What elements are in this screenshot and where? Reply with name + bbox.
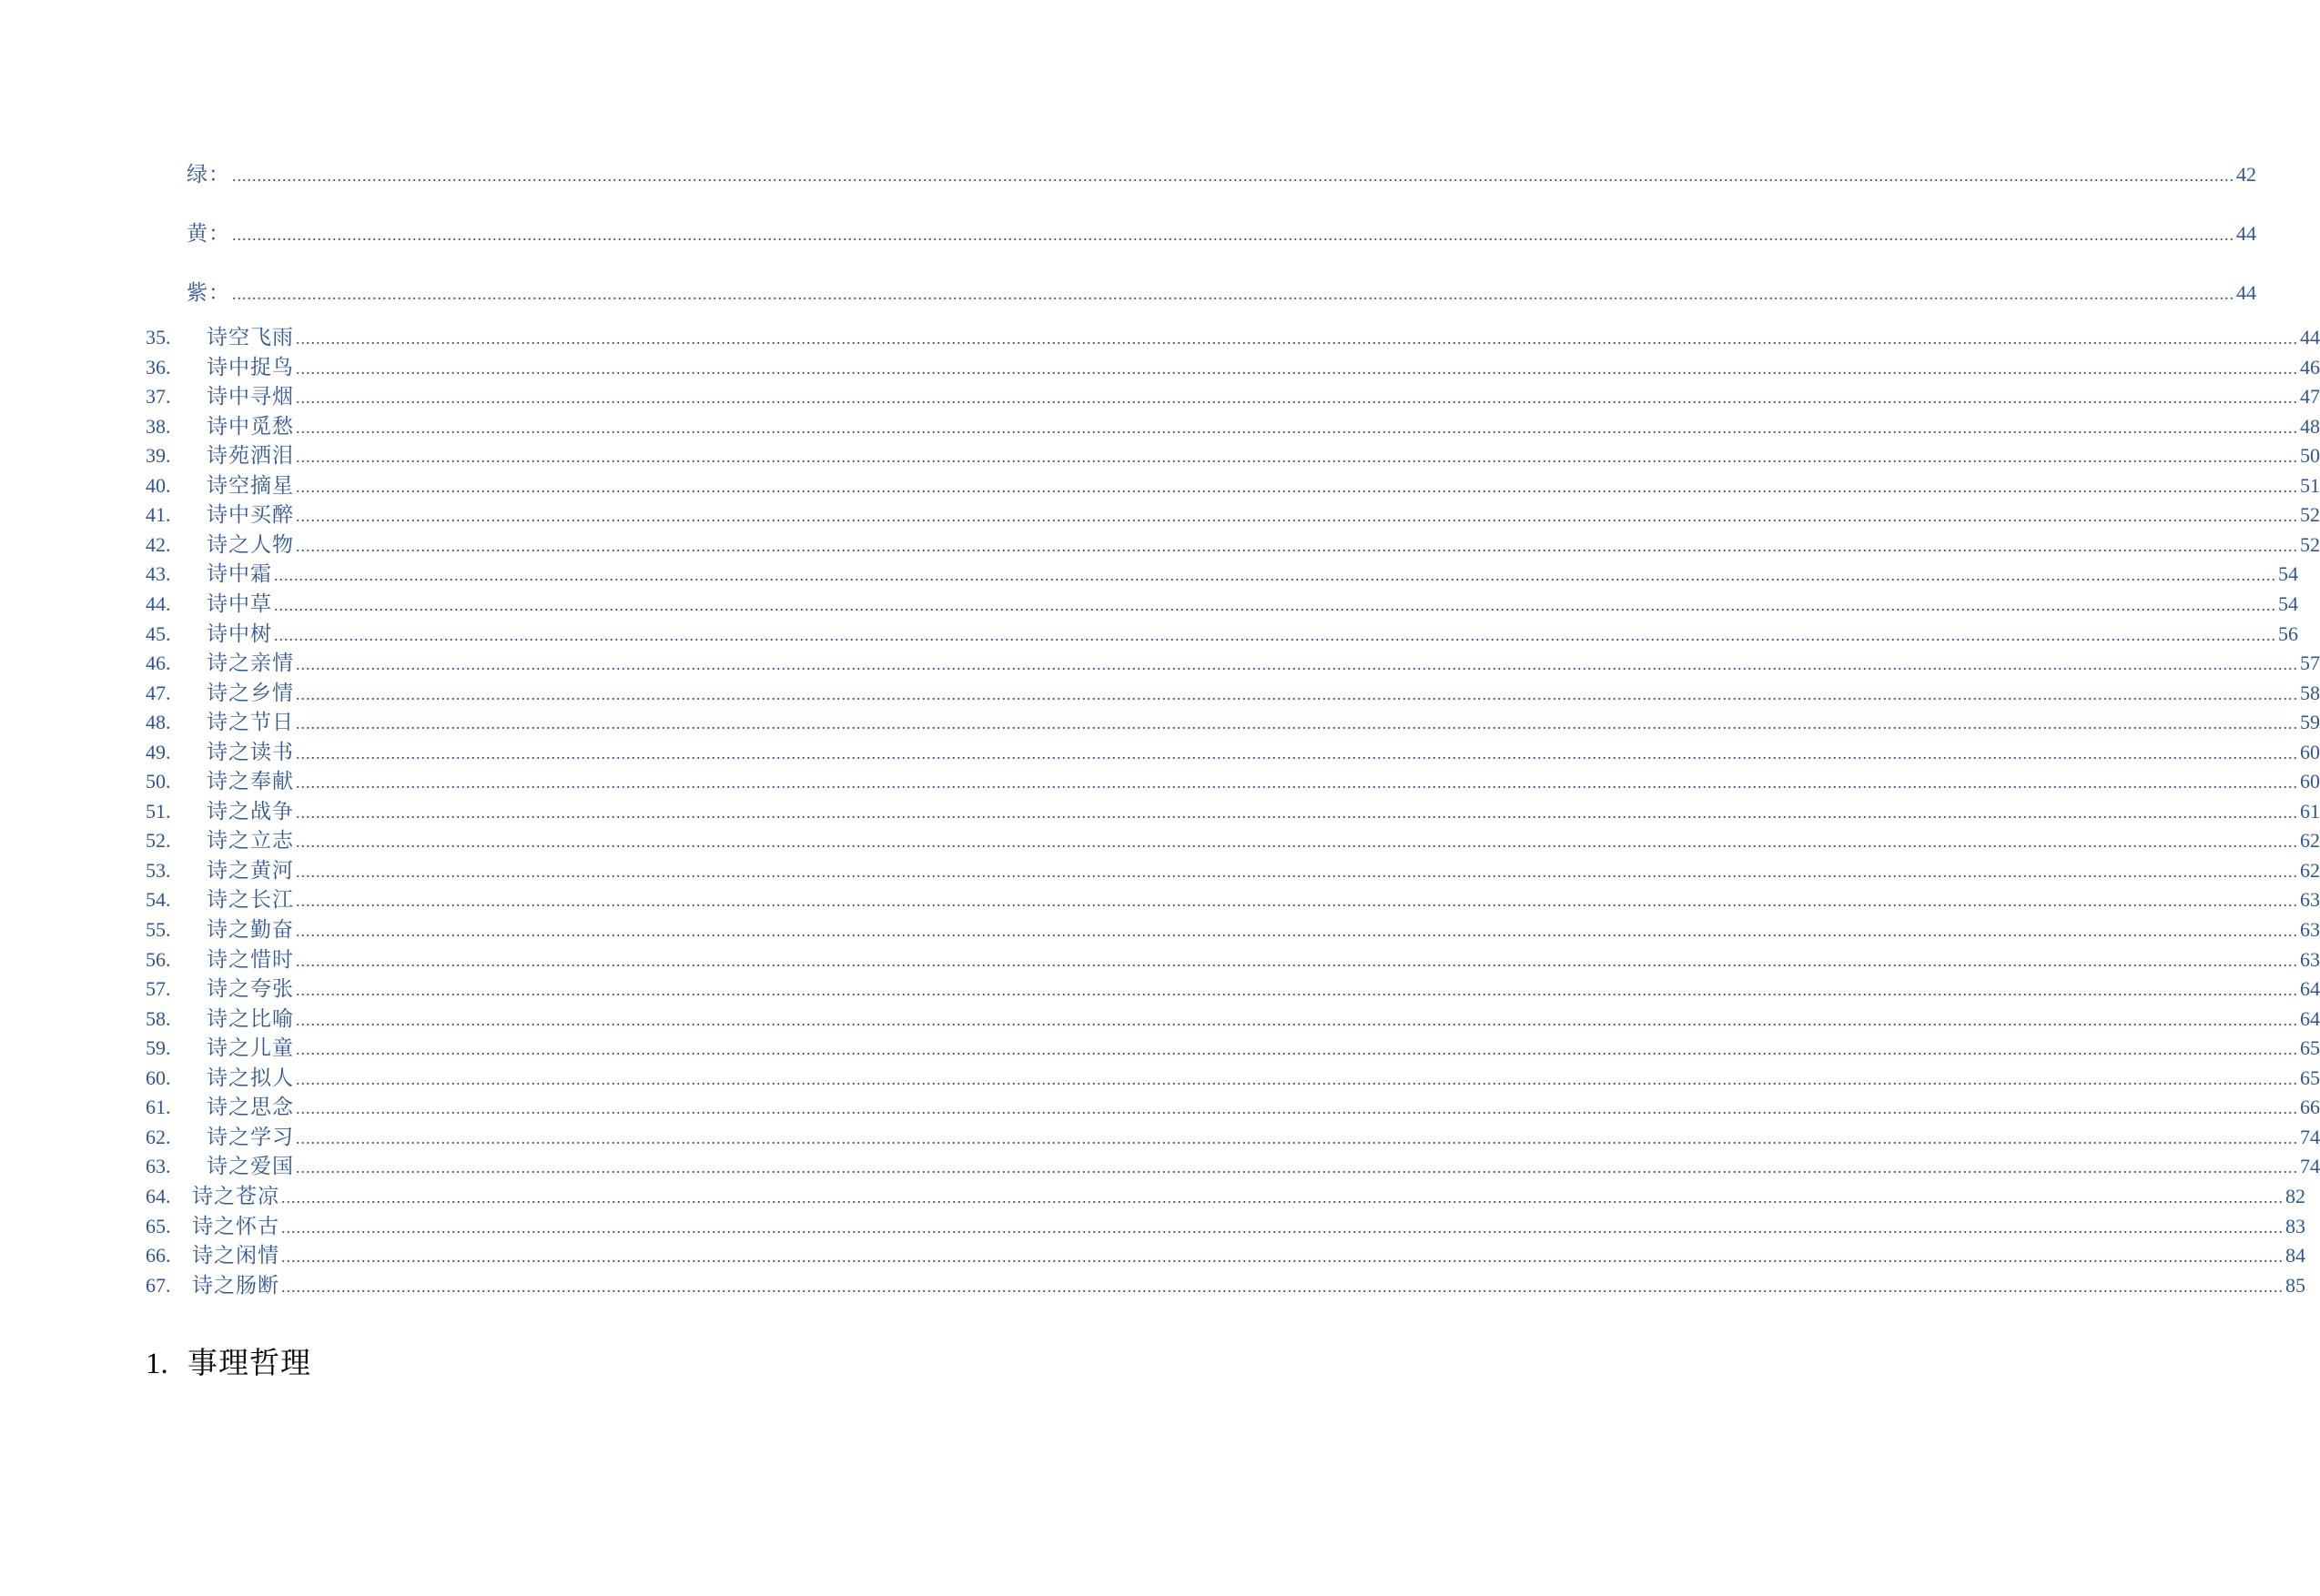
toc-entry-number: 47.	[146, 681, 171, 704]
toc-entry-number: 51.	[146, 799, 171, 823]
toc-entry-number: 41.	[146, 503, 171, 527]
toc-main-entry[interactable]	[146, 383, 2320, 410]
toc-main-entry[interactable]	[146, 798, 2320, 825]
toc-leader-dots: ................................................................................................................................................................................................................................................................................................................................................................................................................	[281, 1217, 2284, 1237]
toc-main-entry[interactable]	[146, 501, 2320, 529]
toc-main-entry[interactable]	[146, 472, 2320, 500]
toc-main-entry[interactable]	[146, 324, 2320, 351]
toc-leader-dots: ................................................................................................................................................................................................................................................................................................................................................................................................................	[296, 389, 2298, 408]
toc-leader-dots: ................................................................................................................................................................................................................................................................................................................................................................................................................	[296, 655, 2298, 673]
toc-sub-entry[interactable]	[187, 279, 2256, 307]
toc-leader-dots: ................................................................................................................................................................................................................................................................................................................................................................................................................	[296, 477, 2298, 496]
toc-leader-dots: ................................................................................................................................................................................................................................................................................................................................................................................................................	[296, 418, 2298, 437]
toc-entry-title: 绿：	[187, 163, 230, 187]
toc-entry-title: 诗中霜	[207, 562, 272, 587]
toc-entry-page: 59	[2300, 711, 2320, 734]
toc-entry-page: 61	[2300, 799, 2320, 823]
toc-entry-number: 66.	[146, 1244, 171, 1267]
toc-leader-dots: ................................................................................................................................................................................................................................................................................................................................................................................................................	[296, 1158, 2298, 1177]
toc-entry-page: 65	[2300, 1036, 2320, 1060]
toc-entry-page: 63	[2300, 918, 2320, 941]
toc-entry-title: 诗之黄河	[207, 858, 294, 883]
toc-main-entry[interactable]	[146, 886, 2320, 914]
toc-entry-number: 43.	[146, 562, 171, 586]
toc-leader-dots: ................................................................................................................................................................................................................................................................................................................................................................................................................	[296, 892, 2298, 911]
toc-leader-dots: ................................................................................................................................................................................................................................................................................................................................................................................................................	[296, 1099, 2298, 1118]
toc-entry-page: 48	[2300, 414, 2320, 438]
toc-entry-page: 63	[2300, 888, 2320, 912]
toc-leader-dots: ................................................................................................................................................................................................................................................................................................................................................................................................................	[296, 981, 2298, 1000]
toc-leader-dots: ................................................................................................................................................................................................................................................................................................................................................................................................................	[296, 862, 2298, 881]
toc-entry-page: 47	[2300, 385, 2320, 409]
toc-entry-page: 63	[2300, 947, 2320, 971]
toc-entry-title: 诗中买醉	[207, 503, 294, 528]
toc-entry-title: 诗之闲情	[192, 1244, 279, 1268]
toc-entry-title: 诗之学习	[207, 1125, 294, 1149]
toc-entry-title: 诗之怀古	[192, 1214, 279, 1238]
toc-entry-title: 诗中捉鸟	[207, 355, 294, 379]
toc-entry-number: 38.	[146, 414, 171, 438]
toc-main-entry[interactable]	[146, 591, 2298, 618]
toc-main-entry[interactable]	[146, 739, 2320, 766]
toc-main-entry[interactable]	[146, 768, 2320, 795]
toc-main-entry[interactable]	[146, 1005, 2320, 1033]
toc-main-entry[interactable]	[146, 1272, 2305, 1299]
toc-leader-dots: ................................................................................................................................................................................................................................................................................................................................................................................................................	[296, 951, 2298, 970]
toc-entry-page: 51	[2300, 473, 2320, 497]
toc-leader-dots: ................................................................................................................................................................................................................................................................................................................................................................................................................	[274, 596, 2276, 614]
toc-leader-dots: ................................................................................................................................................................................................................................................................................................................................................................................................................	[296, 536, 2298, 555]
toc-entry-number: 56.	[146, 947, 171, 971]
toc-main-entry[interactable]	[146, 680, 2320, 707]
toc-leader-dots: ................................................................................................................................................................................................................................................................................................................................................................................................................	[296, 1128, 2298, 1147]
toc-entry-title: 诗中树	[207, 621, 272, 646]
toc-entry-number: 50.	[146, 770, 171, 793]
toc-leader-dots: ................................................................................................................................................................................................................................................................................................................................................................................................................	[232, 226, 2234, 244]
toc-leader-dots: ................................................................................................................................................................................................................................................................................................................................................................................................................	[296, 1010, 2298, 1029]
section-heading-number: 1.	[146, 1348, 168, 1380]
toc-entry-page: 82	[2285, 1184, 2305, 1207]
toc-entry-title: 诗之夸张	[207, 977, 294, 1002]
toc-leader-dots: ................................................................................................................................................................................................................................................................................................................................................................................................................	[296, 773, 2298, 793]
toc-entry-page: 65	[2300, 1066, 2320, 1089]
toc-main-entry[interactable]	[146, 354, 2320, 381]
toc-entry-page: 74	[2300, 1125, 2320, 1148]
section-heading	[146, 1339, 311, 1382]
toc-entry-title: 诗中寻烟	[207, 385, 294, 409]
toc-entry-page: 62	[2300, 829, 2320, 853]
toc-entry-number: 42.	[146, 532, 171, 556]
toc-main-entry[interactable]	[146, 531, 2320, 559]
toc-main-entry[interactable]	[146, 650, 2320, 677]
toc-main-entry[interactable]	[146, 1242, 2305, 1269]
toc-entry-page: 58	[2300, 681, 2320, 704]
toc-entry-title: 诗中草	[207, 592, 272, 616]
toc-entry-number: 44.	[146, 592, 171, 615]
toc-leader-dots: ................................................................................................................................................................................................................................................................................................................................................................................................................	[232, 285, 2234, 303]
toc-main-entry[interactable]	[146, 621, 2298, 648]
toc-entry-title: 诗之惜时	[207, 947, 294, 972]
toc-entry-number: 60.	[146, 1066, 171, 1089]
toc-sub-entry[interactable]	[187, 220, 2256, 247]
toc-entry-number: 65.	[146, 1214, 171, 1237]
toc-entry-page: 83	[2285, 1214, 2305, 1237]
toc-entry-title: 诗空摘星	[207, 473, 294, 498]
toc-entry-page: 64	[2300, 977, 2320, 1001]
toc-main-entry[interactable]	[146, 1035, 2320, 1062]
toc-main-entry[interactable]	[146, 1124, 2320, 1151]
toc-leader-dots: ................................................................................................................................................................................................................................................................................................................................................................................................................	[281, 1248, 2284, 1266]
toc-leader-dots: ................................................................................................................................................................................................................................................................................................................................................................................................................	[296, 359, 2298, 378]
toc-entry-number: 39.	[146, 444, 171, 468]
toc-main-entry[interactable]	[146, 1065, 2320, 1092]
toc-entry-page: 84	[2285, 1244, 2305, 1267]
toc-entry-title: 诗之拟人	[207, 1066, 294, 1090]
toc-main-entry[interactable]	[146, 857, 2320, 884]
toc-entry-title: 诗苑洒泪	[207, 444, 294, 469]
toc-entry-number: 37.	[146, 385, 171, 409]
toc-entry-title: 诗之人物	[207, 532, 294, 557]
toc-leader-dots: ................................................................................................................................................................................................................................................................................................................................................................................................................	[232, 167, 2234, 185]
toc-entry-page: 44	[2236, 281, 2256, 304]
toc-entry-title: 诗之比喻	[207, 1006, 294, 1031]
toc-main-entry[interactable]	[146, 1094, 2320, 1121]
toc-entry-page: 44	[2300, 326, 2320, 348]
toc-entry-title: 诗之亲情	[207, 652, 294, 675]
toc-entry-page: 66	[2300, 1096, 2320, 1119]
toc-entry-number: 54.	[146, 888, 171, 912]
toc-main-entry[interactable]	[146, 1213, 2305, 1240]
toc-entry-title: 诗之苍凉	[192, 1184, 279, 1208]
toc-main-entry[interactable]	[146, 827, 2320, 854]
toc-entry-page: 52	[2300, 503, 2320, 527]
toc-entry-title: 诗之读书	[207, 740, 294, 764]
toc-entry-page: 54	[2278, 562, 2298, 586]
toc-entry-page: 54	[2278, 592, 2298, 615]
toc-entry-number: 46.	[146, 652, 171, 674]
toc-main-entry[interactable]	[146, 975, 2320, 1003]
toc-entry-number: 35.	[146, 326, 171, 348]
toc-leader-dots: ................................................................................................................................................................................................................................................................................................................................................................................................................	[274, 566, 2276, 585]
toc-main-entry[interactable]	[146, 916, 2320, 944]
toc-entry-number: 55.	[146, 918, 171, 941]
toc-entry-page: 44	[2236, 222, 2256, 245]
toc-leader-dots: ................................................................................................................................................................................................................................................................................................................................................................................................................	[296, 329, 2298, 348]
toc-main-entry[interactable]	[146, 442, 2320, 470]
toc-entry-title: 诗之爱国	[207, 1155, 294, 1179]
toc-entry-title: 黄：	[187, 222, 230, 246]
toc-entry-title: 诗之立志	[207, 829, 294, 854]
toc-sub-entry[interactable]	[187, 161, 2256, 188]
toc-entry-number: 57.	[146, 977, 171, 1001]
toc-entry-number: 58.	[146, 1006, 171, 1030]
toc-entry-page: 52	[2300, 532, 2320, 556]
toc-entry-title: 紫：	[187, 281, 230, 305]
toc-entry-title: 诗之乡情	[207, 681, 294, 705]
toc-leader-dots: ................................................................................................................................................................................................................................................................................................................................................................................................................	[296, 803, 2298, 822]
toc-entry-title: 诗中觅愁	[207, 414, 294, 439]
toc-entry-title: 诗之勤奋	[207, 918, 294, 942]
toc-leader-dots: ................................................................................................................................................................................................................................................................................................................................................................................................................	[296, 714, 2298, 733]
toc-entry-page: 74	[2300, 1155, 2320, 1178]
toc-entry-page: 60	[2300, 770, 2320, 793]
toc-entry-number: 45.	[146, 621, 171, 645]
toc-entry-title: 诗空飞雨	[207, 326, 294, 349]
toc-entry-title: 诗之长江	[207, 888, 294, 913]
toc-entry-page: 42	[2236, 163, 2256, 186]
toc-entry-number: 62.	[146, 1125, 171, 1148]
toc-leader-dots: ................................................................................................................................................................................................................................................................................................................................................................................................................	[296, 743, 2298, 763]
toc-entry-number: 63.	[146, 1155, 171, 1178]
toc-leader-dots: ................................................................................................................................................................................................................................................................................................................................................................................................................	[296, 1040, 2298, 1059]
toc-entry-number: 61.	[146, 1096, 171, 1119]
toc-entry-number: 52.	[146, 829, 171, 853]
toc-entry-title: 诗之思念	[207, 1096, 294, 1120]
toc-main-entry[interactable]	[146, 1183, 2305, 1210]
toc-entry-page: 56	[2278, 621, 2298, 645]
toc-entry-number: 40.	[146, 473, 171, 497]
toc-main-entry[interactable]	[146, 946, 2320, 974]
toc-leader-dots: ................................................................................................................................................................................................................................................................................................................................................................................................................	[296, 448, 2298, 467]
toc-entry-number: 64.	[146, 1184, 171, 1207]
toc-entry-page: 57	[2300, 652, 2320, 674]
toc-entry-page: 85	[2285, 1273, 2305, 1297]
toc-entry-number: 48.	[146, 711, 171, 734]
toc-entry-title: 诗之战争	[207, 799, 294, 823]
toc-entry-title: 诗之奉献	[207, 770, 294, 794]
section-heading-title: 事理哲理	[187, 1345, 311, 1380]
toc-main-entry[interactable]	[146, 561, 2298, 588]
toc-entry-number: 67.	[146, 1273, 171, 1297]
toc-main-entry[interactable]	[146, 1153, 2320, 1180]
toc-entry-title: 诗之儿童	[207, 1036, 294, 1061]
toc-leader-dots: ................................................................................................................................................................................................................................................................................................................................................................................................................	[296, 684, 2298, 703]
toc-main-entry[interactable]	[146, 413, 2320, 440]
toc-leader-dots: ................................................................................................................................................................................................................................................................................................................................................................................................................	[296, 922, 2298, 940]
toc-entry-number: 53.	[146, 858, 171, 882]
toc-entry-number: 49.	[146, 740, 171, 763]
toc-entry-title: 诗之肠断	[192, 1273, 279, 1298]
toc-entry-page: 46	[2300, 355, 2320, 379]
toc-entry-page: 60	[2300, 740, 2320, 763]
toc-leader-dots: ................................................................................................................................................................................................................................................................................................................................................................................................................	[281, 1277, 2284, 1296]
toc-entry-page: 62	[2300, 858, 2320, 882]
toc-leader-dots: ................................................................................................................................................................................................................................................................................................................................................................................................................	[296, 1069, 2298, 1088]
toc-leader-dots: ................................................................................................................................................................................................................................................................................................................................................................................................................	[296, 833, 2298, 852]
toc-entry-page: 64	[2300, 1006, 2320, 1030]
toc-entry-page: 50	[2300, 444, 2320, 468]
toc-entry-number: 36.	[146, 355, 171, 379]
toc-main-entry[interactable]	[146, 709, 2320, 736]
toc-leader-dots: ................................................................................................................................................................................................................................................................................................................................................................................................................	[281, 1187, 2284, 1207]
toc-entry-number: 59.	[146, 1036, 171, 1060]
toc-leader-dots: ................................................................................................................................................................................................................................................................................................................................................................................................................	[274, 625, 2276, 644]
toc-leader-dots: ................................................................................................................................................................................................................................................................................................................................................................................................................	[296, 507, 2298, 526]
toc-entry-title: 诗之节日	[207, 711, 294, 735]
